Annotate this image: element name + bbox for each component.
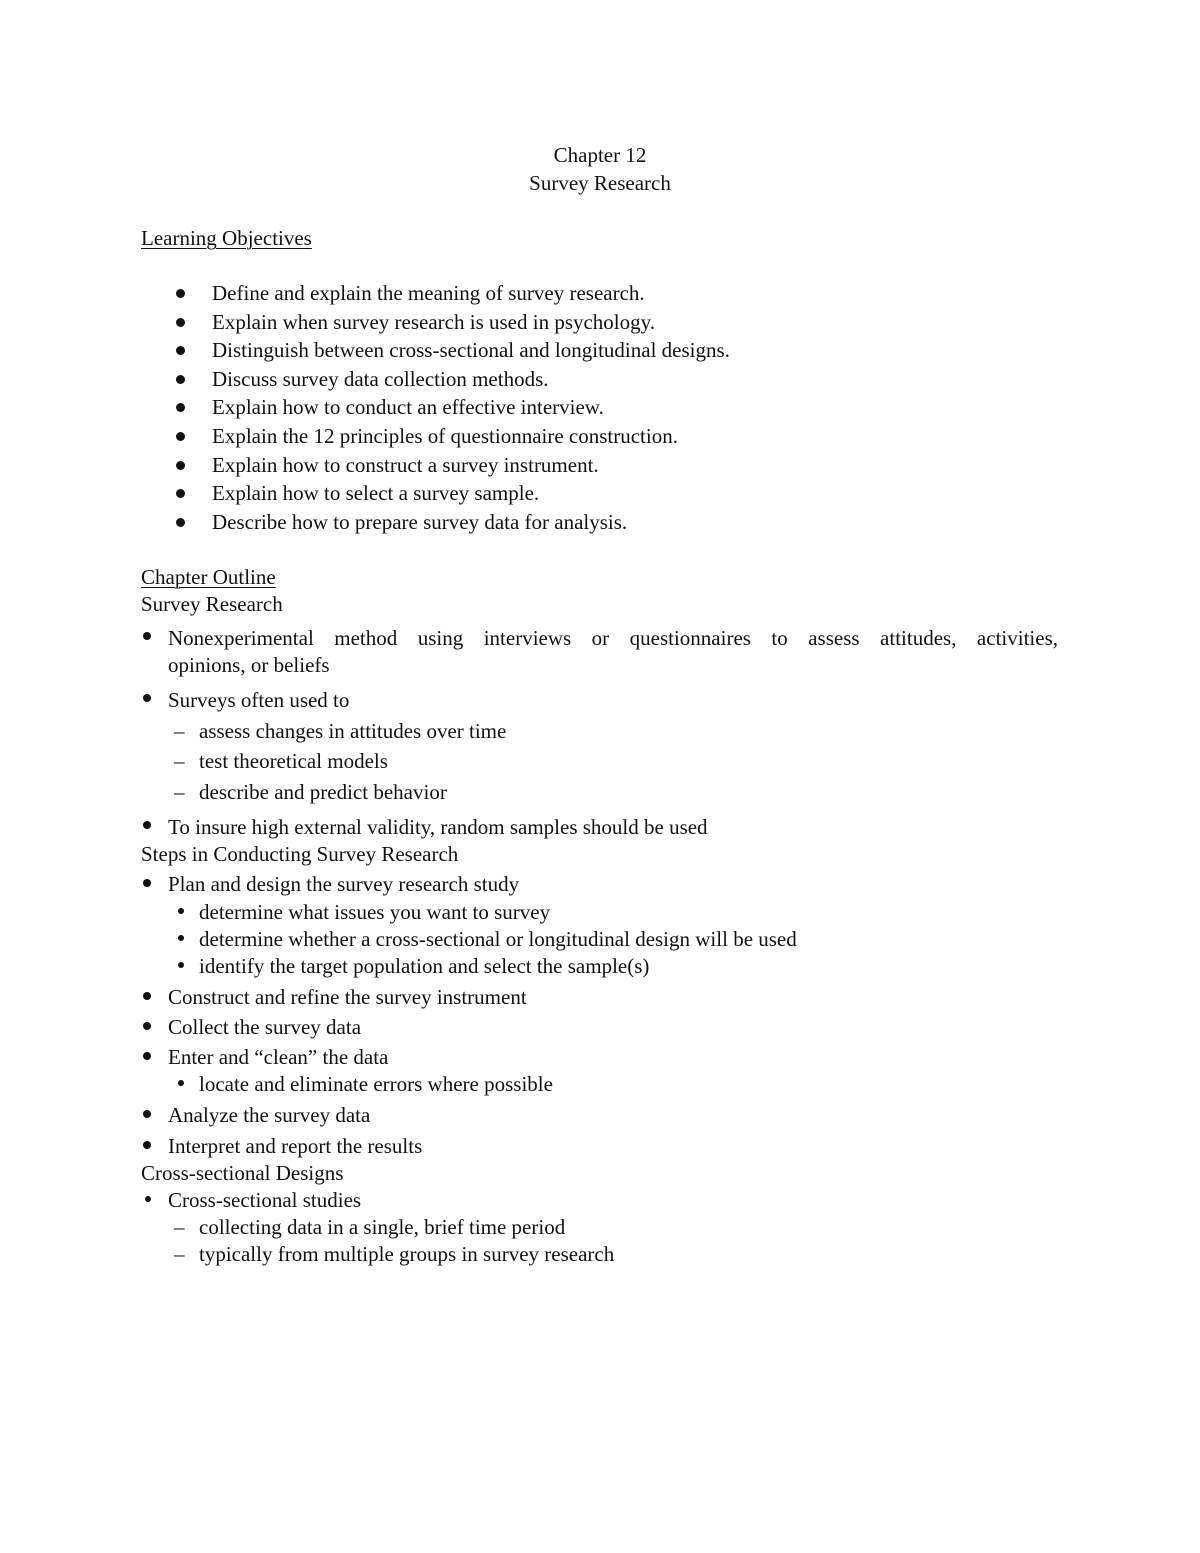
bullet-icon [176,403,185,412]
dash-icon: – [174,1242,185,1266]
bullet-icon [143,694,151,702]
sub-item-text: typically from multiple groups in survey research [199,1242,615,1266]
outline-item-text: To insure high external validity, random samples should be used [168,815,708,839]
bullet-icon [176,318,185,327]
bullet-icon [176,432,185,441]
section-title-survey-research: Survey Research [141,592,283,616]
bullet-icon [178,962,184,968]
dash-icon: – [174,780,185,804]
objective-text: Explain how to select a survey sample. [212,481,540,505]
objective-text: Define and explain the meaning of survey research. [212,281,645,305]
objective-text: Describe how to prepare survey data for analysis. [212,510,628,534]
outline-item-text: Plan and design the survey research study [168,872,520,896]
outline-item-text: Cross-sectional studies [168,1188,362,1212]
objective-text: Explain how to construct a survey instrument. [212,453,599,477]
dash-icon: – [174,719,185,743]
outline-item-text: Enter and “clean” the data [168,1045,389,1069]
objective-text: Distinguish between cross-sectional and longitudinal designs. [212,338,730,362]
outline-item-text: Nonexperimental method using interviews or questionnaires to assess attitudes, activities, [168,626,1058,650]
learning-objectives-heading: Learning Objectives [141,226,312,250]
chapter-number: Chapter 12 [553,143,647,167]
bullet-icon [143,879,151,887]
bullet-icon [143,632,151,640]
bullet-icon [178,908,184,914]
bullet-icon [143,1110,151,1118]
outline-item-text: Construct and refine the survey instrument [168,985,527,1009]
bullet-icon [145,1196,151,1202]
sub-item-text: identify the target population and select the sample(s) [199,954,650,978]
outline-item-text: Surveys often used to [168,688,350,712]
bullet-icon [143,1141,151,1149]
objective-text: Discuss survey data collection methods. [212,367,549,391]
bullet-icon [143,1052,151,1060]
outline-item-text: opinions, or beliefs [168,653,330,677]
objective-text: Explain the 12 principles of questionnaire construction. [212,424,678,448]
outline-item-text: Interpret and report the results [168,1134,423,1158]
outline-item-text: Collect the survey data [168,1015,362,1039]
section-title-cross-sectional: Cross-sectional Designs [141,1161,344,1185]
sub-item-text: test theoretical models [199,749,388,773]
sub-item-text: collecting data in a single, brief time period [199,1215,566,1239]
bullet-icon [176,518,185,527]
bullet-icon [178,1080,184,1086]
chapter-title: Survey Research [529,171,671,195]
objective-text: Explain how to conduct an effective interview. [212,395,604,419]
sub-item-text: describe and predict behavior [199,780,447,804]
dash-icon: – [174,749,185,773]
bullet-icon [176,375,185,384]
sub-item-text: locate and eliminate errors where possible [199,1072,553,1096]
bullet-icon [176,289,185,298]
bullet-icon [143,821,151,829]
bullet-icon [176,489,185,498]
bullet-icon [176,461,185,470]
sub-item-text: assess changes in attitudes over time [199,719,507,743]
objective-text: Explain when survey research is used in psychology. [212,310,656,334]
bullet-icon [176,346,185,355]
bullet-icon [143,1022,151,1030]
sub-item-text: determine whether a cross-sectional or longitudinal design will be used [199,927,797,951]
section-title-steps: Steps in Conducting Survey Research [141,842,459,866]
bullet-icon [178,935,184,941]
chapter-outline-heading: Chapter Outline [141,565,276,589]
outline-item-text: Analyze the survey data [168,1103,371,1127]
bullet-icon [143,992,151,1000]
dash-icon: – [174,1215,185,1239]
sub-item-text: determine what issues you want to survey [199,900,551,924]
